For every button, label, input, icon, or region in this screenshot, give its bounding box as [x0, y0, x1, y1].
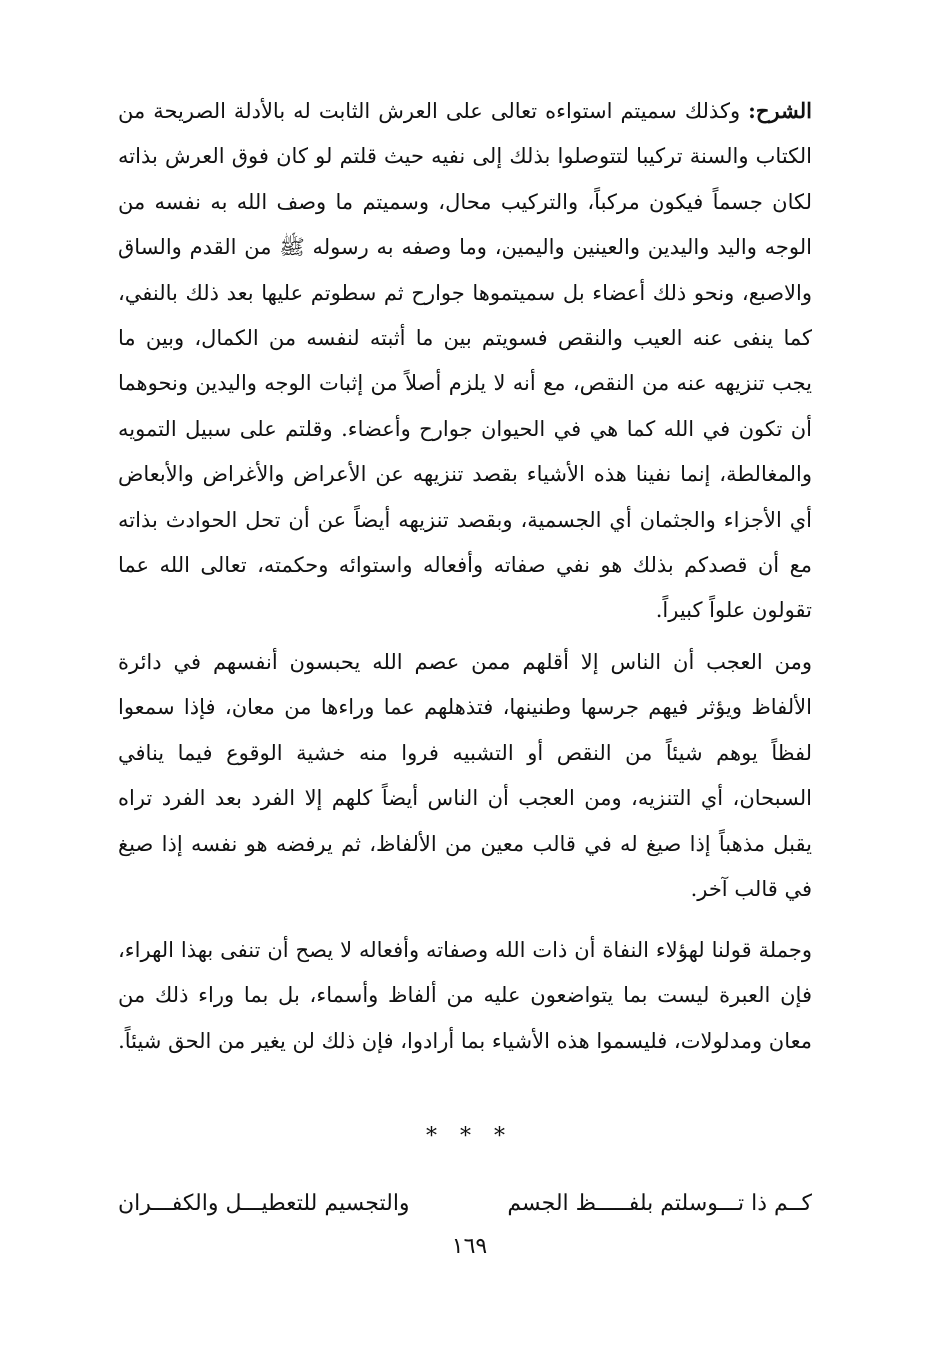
commentary-paragraph-3: [118, 928, 812, 1064]
commentary-paragraph-1-text: وكذلك سميتم استواءه تعالى على العرش الثابت له بالأدلة الصريحة من الكتاب والسنة تركيبا لتتوصلوا بذلك إلى نفيه حيث قلتم لو كان فوق العرش بذاته لكان جسماً فيكون مركباً، والتركيب محال، وسميتم ما وصف الله به نفسه من الوجه واليد واليدين والعينين واليمين، وما وصفه به رسوله ﷺ من القدم والساق والاصبع، ونحو ذلك أعضاء بل سميتموها جوارح ثم سطوتم عليها بعد ذلك بالنفي، كما ينفى عنه العيب والنقص فسويتم بين ما أثبته لنفسه من الكمال، وبين ما يجب تنزيهه عنه من النقص، مع أنه لا يلزم أصلاً من إثبات الوجه واليدين ونحوهما أن تكون في الله كما هي في الحيوان جوارح وأعضاء. وقلتم على سبيل التمويه والمغالطة، إنما نفينا هذه الأشياء بقصد تنزيهه عن الأعراض والأغراض والأبعاض أي الأجزاء والجثمان أي الجسمية، وبقصد تنزيهه أيضاً عن أن تحل الحوادث بذاته مع أن قصدكم بذلك هو نفي صفاته وأفعاله واستوائه وحكمته، تعالى الله عما تقولون علواً كبيراً.: [118, 99, 812, 623]
page-number: ١٦٩: [451, 1234, 488, 1259]
commentary-paragraph-3-text: وجملة قولنا لهؤلاء النفاة أن ذات الله وصفاته وأفعاله لا يصح أن تنفى بهذا الهراء، فإن العبرة ليست بما يتواضعون عليه من ألفاظ وأسماء، بل بما وراء ذلك من معان ومدلولات، فليسموا هذه الأشياء بما أرادوا، فإن ذلك لن يغير من الحق شيئاً.: [118, 938, 812, 1053]
verse-first-hemistich: كــم ذا تـــوسلتم بلفـــــظ الجسم: [507, 1191, 812, 1216]
commentary-paragraph-2: [118, 640, 812, 912]
section-separator: * * *: [426, 1124, 513, 1149]
commentary-paragraph-2-text: ومن العجب أن الناس إلا أقلهم ممن عصم الله يحبسون أنفسهم في دائرة الألفاظ ويؤثر فيهم جرسها وطنينها، فتذهلهم عما وراءها من معان، فإذا سمعوا لفظاً يوهم شيئاً من النقص أو التشبيه فروا منه خشية الوقوع فيما ينافي السبحان، أي التنزيه، ومن العجب أن الناس أيضاً كلهم إلا الفرد بعد الفرد تراه يقبل مذهباً إذا صيغ له في قالب معين من الألفاظ، ثم يرفضه هو نفسه إذا صيغ في قالب آخر.: [118, 650, 812, 902]
poem-verse: [118, 1184, 812, 1224]
commentary-paragraph-1: [118, 88, 812, 634]
commentary-label: الشرح:: [748, 98, 812, 123]
verse-second-hemistich: والتجسيم للتعطيـــل والكفـــران: [118, 1191, 410, 1216]
